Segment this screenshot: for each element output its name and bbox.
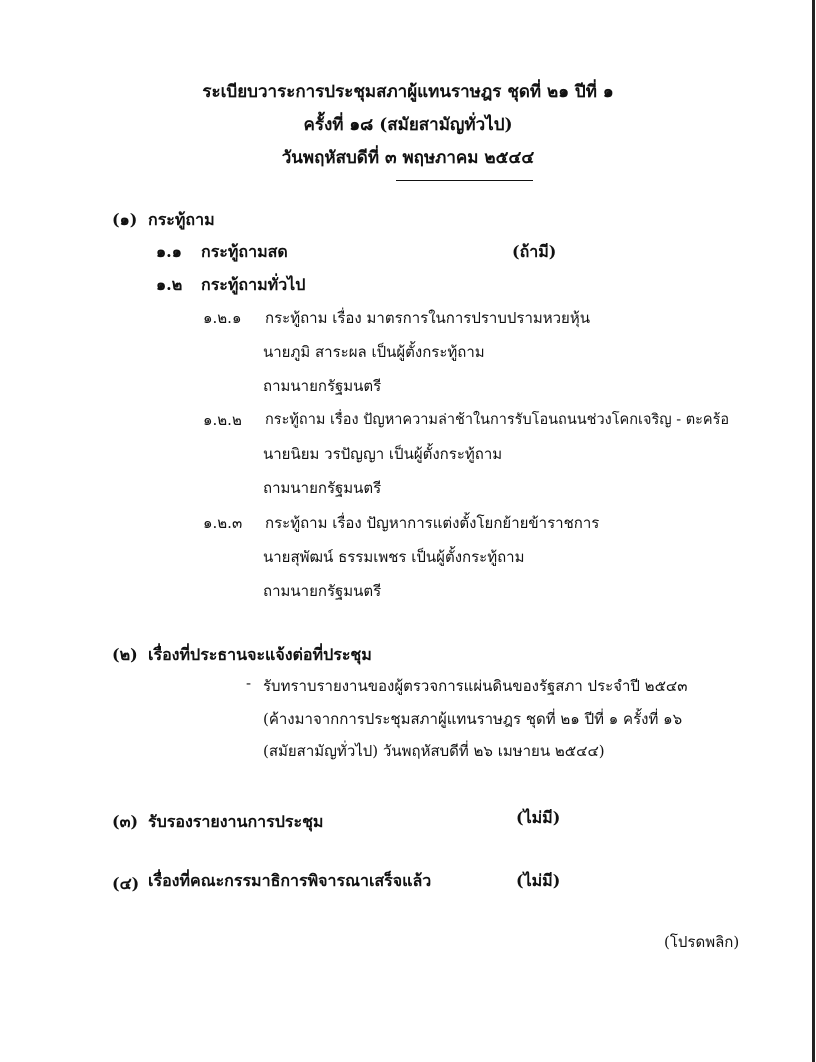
section-1-title: กระทู้ถาม: [148, 210, 215, 229]
section-3-note: (ไม่มี): [516, 808, 561, 827]
item-1-1-title: กระทู้ถามสด: [201, 242, 288, 261]
section-2-title: เรื่องที่ประธานจะแจ้งต่อที่ประชุม: [148, 645, 372, 664]
scan-edge: [812, 0, 815, 1062]
section-4-title: เรื่องที่คณะกรรมาธิการพิจารณาเสร็จแล้ว: [148, 871, 432, 890]
question-2-number: ๑.๒.๒: [203, 411, 242, 429]
question-3-subject: กระทู้ถาม เรื่อง ปัญหาการแต่งตั้งโยกย้ายข้าราชการ: [265, 514, 600, 532]
section-1-number: (๑): [112, 210, 138, 229]
item-1-1-note: (ถ้ามี): [512, 242, 557, 261]
section-2-line-3: (สมัยสามัญทั่วไป) วันพฤหัสบดีที่ ๒๖ เมษายน ๒๕๔๔): [263, 742, 605, 760]
section-3-title: รับรองรายงานการประชุม: [148, 812, 324, 831]
question-2-asker: นายนิยม วรปัญญา เป็นผู้ตั้งกระทู้ถาม: [263, 445, 503, 463]
meeting-date: วันพฤหัสบดีที่ ๓ พฤษภาคม ๒๕๔๔: [281, 148, 535, 168]
question-3-number: ๑.๒.๓: [203, 514, 243, 532]
section-4-note: (ไม่มี): [516, 871, 561, 890]
question-1-addressee: ถามนายกรัฐมนตรี: [263, 377, 382, 395]
agenda-title: ระเบียบวาระการประชุมสภาผู้แทนราษฎร ชุดที่ ๒๑ ปีที่ ๑: [202, 82, 614, 102]
question-2-addressee: ถามนายกรัฐมนตรี: [263, 479, 382, 497]
question-1-number: ๑.๒.๑: [203, 309, 242, 327]
meeting-number: ครั้งที่ ๑๘ (สมัยสามัญทั่วไป): [303, 115, 513, 135]
section-2-bullet: -: [246, 674, 252, 692]
please-turn-over: (โปรดพลิก): [664, 933, 740, 951]
item-1-2-number: ๑.๒: [156, 275, 183, 294]
section-2-number: (๒): [112, 645, 138, 664]
section-2-line-2: (ค้างมาจากการประชุมสภาผู้แทนราษฎร ชุดที่ ๒๑ ปีที่ ๑ ครั้งที่ ๑๖: [263, 710, 683, 728]
question-3-addressee: ถามนายกรัฐมนตรี: [263, 582, 382, 600]
item-1-1-number: ๑.๑: [156, 242, 182, 261]
section-2-line-1: รับทราบรายงานของผู้ตรวจการแผ่นดินของรัฐสภา ประจำปี ๒๕๔๓: [263, 677, 688, 695]
section-3-number: (๓): [112, 812, 139, 831]
item-1-2-title: กระทู้ถามทั่วไป: [201, 275, 306, 294]
section-4-number: (๔): [112, 874, 140, 893]
question-1-asker: นายภูมิ สาระผล เป็นผู้ตั้งกระทู้ถาม: [263, 343, 485, 361]
question-3-asker: นายสุพัฒน์ ธรรมเพชร เป็นผู้ตั้งกระทู้ถาม: [263, 548, 525, 566]
question-1-subject: กระทู้ถาม เรื่อง มาตรการในการปราบปรามหวยหุ้น: [265, 309, 590, 327]
question-2-subject: กระทู้ถาม เรื่อง ปัญหาความล่าช้าในการรับโอนถนนช่วงโคกเจริญ - ตะคร้อ: [265, 412, 730, 428]
header-divider: [396, 180, 533, 181]
